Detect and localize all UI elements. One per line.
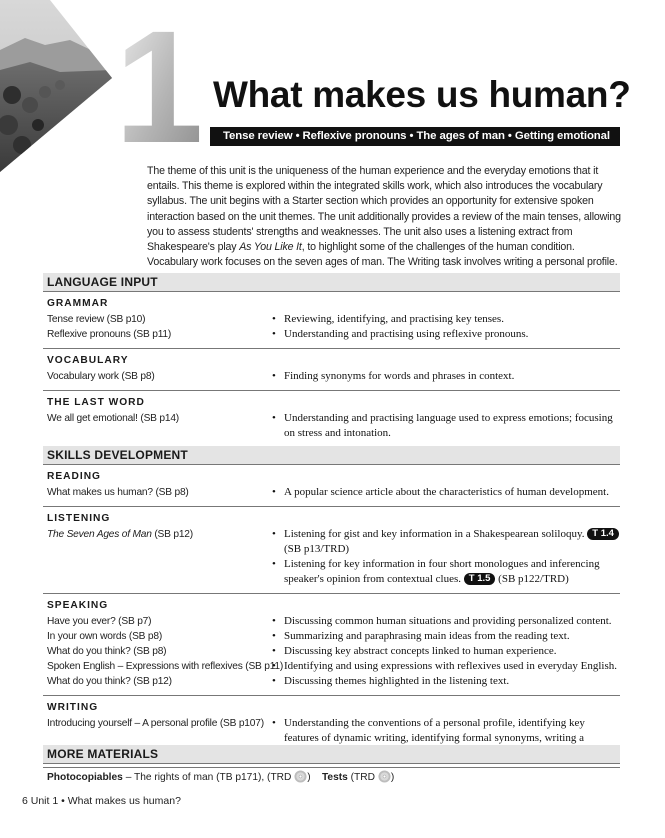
corner-landscape-photo xyxy=(0,0,112,172)
block-heading: SPEAKING xyxy=(47,600,109,611)
block-heading: WRITING xyxy=(47,702,99,713)
section-heading: SKILLS DEVELOPMENT xyxy=(43,446,620,465)
last-word-block xyxy=(43,391,620,448)
list-item: • Listening for key information in four short monologues and inferencing speaker's opinion from contextual clues. T 1.5 (SB p122/TRD) xyxy=(47,557,620,587)
topics-bar: Tense review • Reflexive pronouns • The ages of man • Getting emotional xyxy=(210,127,620,146)
audio-track-badge: T 1.5 xyxy=(464,573,496,585)
block-heading: THE LAST WORD xyxy=(47,397,145,408)
list-item: Have you ever? (SB p7) • Discussing common human situations and providing personalized content. xyxy=(47,614,620,629)
list-item: What do you think? (SB p8) • Discussing key abstract concepts linked to human experience. xyxy=(47,644,620,659)
more-materials-section xyxy=(43,745,620,785)
page-footer: 6 Unit 1 • What makes us human? xyxy=(22,795,181,807)
block-heading: READING xyxy=(47,471,101,482)
disc-icon xyxy=(378,770,391,783)
list-item: The Seven Ages of Man (SB p12) • Listening for gist and key information in a Shakespearean soliloquy. T 1.4 (SB p13/TRD) xyxy=(47,527,620,557)
list-item: Spoken English – Expressions with reflexives (SB p11) • Identifying and using expressions with reflexives used in everyday English. xyxy=(47,659,620,674)
list-item: In your own words (SB p8) • Summarizing and paraphrasing main ideas from the reading text. xyxy=(47,629,620,644)
list-item: Introducing yourself – A personal profile (SB p107) • Understanding the conventions of a personal profile, identifying key features of dynamic writing, identifying formal synonyms, writing a xyxy=(47,716,620,761)
page-title: What makes us human? xyxy=(213,74,631,115)
unit-number-text: 1 xyxy=(114,0,204,176)
disc-icon xyxy=(294,770,307,783)
section-heading: MORE MATERIALS xyxy=(43,745,620,764)
list-item: Reflexive pronouns (SB p11) • Understanding and practising using reflexive pronouns. xyxy=(47,327,620,342)
vocabulary-block xyxy=(43,349,620,391)
more-materials-line: Photocopiables – The rights of man (TB p171), (TRD ) Tests (TRD ) xyxy=(47,772,395,783)
list-item: What do you think? (SB p12) • Discussing themes highlighted in the listening text. xyxy=(47,674,620,689)
unit-number-graphic xyxy=(114,0,204,176)
intro-paragraph: The theme of this unit is the uniqueness of the human experience and the everyday emotions that it entails. This theme is explored within the integrated skills work, which also introduces the vocabulary syllabus. The unit begins with a Starter section which provides an opportunity for extensive spoken interaction based on the unit themes. The unit additionally provides a review of the main tenses, allowing you to assess students' strengths and weaknesses. The unit also uses a listening extract from Shakespeare's play As You Like It, to highlight some of the challenges of the human condition. Vocabulary work focuses on the seven ages of man. The Writing task involves writing a personal profile. xyxy=(147,165,621,269)
section-heading: LANGUAGE INPUT xyxy=(43,273,620,292)
language-input-section xyxy=(43,273,620,448)
list-item: Tense review (SB p10) • Reviewing, identifying, and practising key tenses. xyxy=(47,312,620,327)
audio-track-badge: T 1.4 xyxy=(587,528,619,540)
reading-block xyxy=(43,465,620,507)
list-item: What makes us human? (SB p8) • A popular science article about the characteristics of human development. xyxy=(47,485,620,500)
block-heading: VOCABULARY xyxy=(47,355,129,366)
listening-block xyxy=(43,507,620,594)
list-item: Vocabulary work (SB p8) • Finding synonyms for words and phrases in context. xyxy=(47,369,620,384)
speaking-block xyxy=(43,594,620,696)
grammar-block xyxy=(43,292,620,349)
block-heading: GRAMMAR xyxy=(47,298,109,309)
list-item: We all get emotional! (SB p14) • Understanding and practising language used to express emotions; focusing on stress and intonation. xyxy=(47,411,620,441)
skills-development-section xyxy=(43,446,620,768)
block-heading: LISTENING xyxy=(47,513,111,524)
